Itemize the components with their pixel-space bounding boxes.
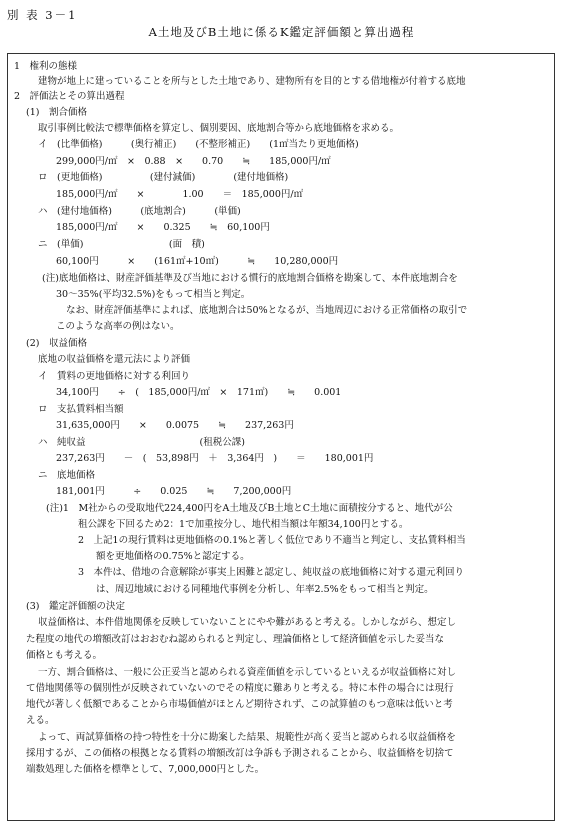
text-line: ハ 純収益 (租税公課)	[38, 437, 245, 448]
text-line: 237,263円 － ( 53,898円 ＋ 3,364円 ) ＝ 180,001円	[56, 453, 374, 464]
text-line: 地代が著しく低額であることから市場価値がほとんど期待されず、この試算値のもつ意味は低いと考	[26, 699, 453, 710]
text-line: 価格とも考える。	[26, 650, 103, 661]
text-line: なお、財産評価基準によれば、底地割合は50%となるが、当地周辺における正常価格の取引で	[66, 305, 468, 316]
text-line: 採用するが、この価格の根拠となる賃料の増額改訂は争訴も予測されることから、収益価格を切捨て	[26, 748, 454, 759]
text-line: 1 権利の態様	[14, 61, 78, 72]
table-number: 別 表 3－1	[7, 8, 78, 22]
text-line: (3) 鑑定評価額の決定	[26, 601, 125, 612]
text-line: イ 賃料の更地価格に対する利回り	[38, 371, 191, 382]
text-line: ロ (更地価格) (建付減価) (建付地価格)	[38, 172, 289, 183]
text-line: 底地の収益価格を還元法により評価	[38, 354, 191, 365]
text-line: て借地関係等の個別性が反映されていないのでその精度に難ありと考える。特に本件の場合には現行	[26, 683, 454, 694]
text-line: 60,100円 × (161㎡+10㎡) ≒ 10,280,000円	[56, 256, 339, 267]
text-line: える。	[26, 715, 55, 726]
text-line: 30～35%(平均32.5%)をもって相当と判定。	[56, 289, 251, 300]
text-line: イ (比準価格) (奥行補正) (不整形補正) (1㎡当たり更地価格)	[38, 139, 359, 150]
text-line: (2) 収益価格	[26, 338, 87, 349]
text-line: た程度の地代の増額改訂はおおむね認められると判定し、理論価格として経済価値を示した妥当な	[26, 634, 445, 645]
text-line: ニ (単価) (面 積)	[38, 239, 205, 250]
text-line: このような高率の例はない。	[56, 321, 180, 332]
text-line: 181,001円 ÷ 0.025 ≒ 7,200,000円	[56, 486, 292, 497]
document-title: A土地及びB土地に係るK鑑定評価額と算出過程	[148, 25, 415, 39]
text-line: (1) 割合価格	[26, 107, 87, 118]
text-line: ロ 支払賃料相当額	[38, 404, 124, 415]
text-line: 額を更地価格の0.75%と認定する。	[96, 551, 250, 562]
text-line: ハ (建付地価格) (底地割合) (単価)	[38, 206, 241, 217]
text-line: 185,000円/㎡ × 1.00 ＝ 185,000円/㎡	[56, 189, 304, 200]
text-line: 収益価格は、本件借地関係を反映していないことにやや難があると考える。しかしながら、想定し	[38, 617, 457, 628]
text-line: 一方、割合価格は、一般に公正妥当と認められる資産価値を示しているといえるが収益価格に対し	[38, 667, 457, 678]
text-line: 31,635,000円 × 0.0075 ≒ 237,263円	[56, 420, 294, 431]
text-line: 3 本件は、借地の合意解除が事実上困難と認定し、純収益の底地価格に対する還元利回り	[78, 567, 465, 578]
text-line: よって、両試算価格の持つ特性を十分に勘案した結果、規範性が高く妥当と認められる収益価格を	[38, 732, 456, 743]
text-line: 端数処理した価格を標準として、7,000,000円とした。	[26, 764, 265, 775]
text-line: ニ 底地価格	[38, 470, 96, 481]
text-line: (注)1 M社からの受取地代224,400円をA土地及びB土地とC土地に面積按分すると、地代が公	[46, 503, 453, 514]
text-line: 2 評価法とその算出過程	[14, 91, 125, 102]
text-line: 2 上記1の現行賃料は更地価格の0.1%と著しく低位であり不適当と判定し、支払賃料相当	[78, 535, 466, 546]
text-line: 185,000円/㎡ × 0.325 ≒ 60,100円	[56, 222, 270, 233]
text-line: 建物が地上に建っていることを所与とした土地であり、建物所有を目的とする借地権が付着する底地	[38, 76, 466, 87]
text-line: 34,100円 ÷ ( 185,000円/㎡ × 171㎡) ≒ 0.001	[56, 387, 342, 398]
text-line: 租公課を下回るため2：1で加重按分し、地代相当額は年額34,100円とする。	[78, 519, 409, 530]
text-line: は、周辺地域における同種地代事例を分析し、年率2.5%をもって相当と判定。	[96, 584, 434, 595]
text-line: 299,000円/㎡ × 0.88 × 0.70 ≒ 185,000円/㎡	[56, 156, 331, 167]
text-line: (注)底地価格は、財産評価基準及び当地における慣行的底地割合価格を勘案して、本件底地割合を	[42, 273, 458, 284]
text-line: 取引事例比較法で標準価格を算定し、個別要因、底地割合等から底地価格を求める。	[38, 123, 400, 134]
